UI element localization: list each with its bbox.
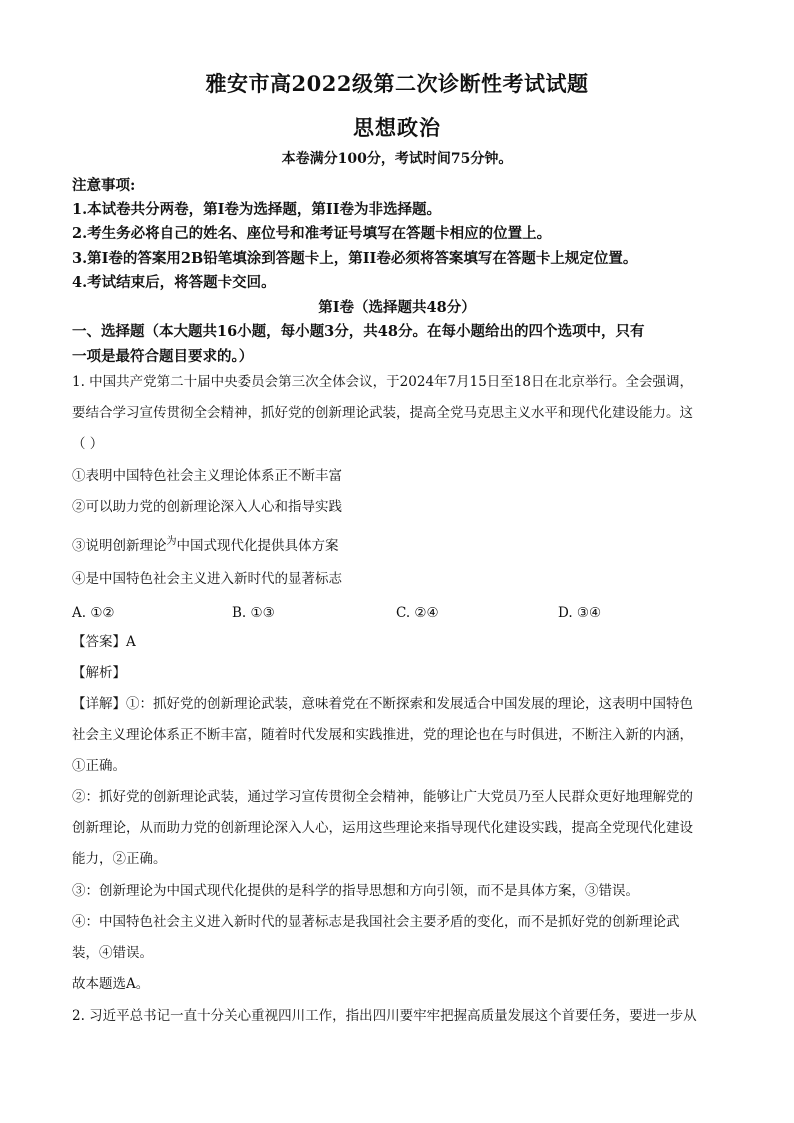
- section-instruction: 一、选择题（本大题共16小题，每小题3分，共48分。在每小题给出的四个选项中，只有: [72, 323, 645, 340]
- q1-detail-line: 【详解】①：抓好党的创新理论武装，意味着党在不断探索和发展适合中国发展的理论，这表明中国特色: [72, 696, 693, 712]
- q1-statement: [72, 536, 339, 554]
- exam-title: 雅安市高2022级第二次诊断性考试试题: [205, 71, 589, 96]
- q1-detail-line: 创新理论，从而助力党的创新理论深入人心，运用这些理论来指导现代化建设实践，提高全党现代化建设: [72, 820, 693, 836]
- notes-heading: 注意事项:: [72, 177, 136, 194]
- q1-statement3-sup: 为: [166, 536, 177, 547]
- q1-statement: ④是中国特色社会主义进入新时代的显著标志: [72, 571, 342, 587]
- q1-answer: 【答案】A: [72, 634, 136, 650]
- q1-statement3-part-a: ③说明创新理论: [72, 538, 167, 554]
- note-item: 3.第I卷的答案用2B铅笔填涂到答题卡上，第II卷必须将答案填写在答题卡上规定位置。: [72, 250, 638, 267]
- q1-blank: （ ）: [72, 436, 104, 452]
- section-instruction: 一项是最符合题目要求的。）: [72, 348, 254, 365]
- q1-detail-line: 能力，②正确。: [72, 851, 167, 867]
- q1-stem: 要结合学习宣传贯彻全会精神，抓好党的创新理论武装，提高全党马克思主义水平和现代化建设能力。这: [72, 405, 693, 421]
- q1-detail-line: 装，④错误。: [72, 945, 153, 961]
- q1-statement: ②可以助力党的创新理论深入人心和指导实践: [72, 499, 342, 515]
- q1-detail-line: ④：中国特色社会主义进入新时代的显著标志是我国社会主要矛盾的变化，而不是抓好党的创新理论武: [72, 914, 680, 930]
- q2-stem: 2. 习近平总书记一直十分关心重视四川工作，指出四川要牢牢把握高质量发展这个首要任务，要进一步从: [72, 1008, 697, 1024]
- q1-detail-line: ①正确。: [72, 758, 126, 774]
- q1-option-b: B. ①③: [232, 605, 275, 621]
- q1-detail-line: ②：抓好党的创新理论武装，通过学习宣传贯彻全会精神，能够让广大党员乃至人民群众更好地理解党的: [72, 789, 693, 805]
- subject-title: 思想政治: [353, 115, 441, 140]
- q1-conclusion: 故本题选A。: [72, 976, 150, 992]
- note-item: 4.考试结束后，将答题卡交回。: [72, 274, 276, 291]
- q1-option-c: C. ②④: [396, 605, 439, 621]
- q1-detail-line: 社会主义理论体系正不断丰富，随着时代发展和实践推进，党的理论也在与时俱进，不断注入新的内涵，: [72, 727, 693, 743]
- q1-statement3-part-b: 中国式现代化提供具体方案: [176, 538, 339, 554]
- q1-detail-line: ③：创新理论为中国式现代化提供的是科学的指导思想和方向引领，而不是具体方案，③错误。: [72, 883, 639, 899]
- q1-analysis-label: 【解析】: [72, 665, 126, 681]
- note-item: 2.考生务必将自己的姓名、座位号和准考证号填写在答题卡相应的位置上。: [72, 225, 552, 242]
- q1-option-a: A. ①②: [72, 605, 115, 621]
- q1-statement: ①表明中国特色社会主义理论体系正不断丰富: [72, 468, 342, 484]
- q1-stem: 1. 中国共产党第二十届中央委员会第三次全体会议，于2024年7月15日至18日在北京举行。全会强调，: [72, 374, 693, 390]
- q1-option-d: D. ③④: [558, 605, 602, 621]
- note-item: 1.本试卷共分两卷，第I卷为选择题，第II卷为非选择题。: [72, 201, 441, 218]
- exam-info: 本卷满分100分，考试时间75分钟。: [281, 151, 513, 167]
- section-title: 第I卷（选择题共48分）: [318, 299, 476, 316]
